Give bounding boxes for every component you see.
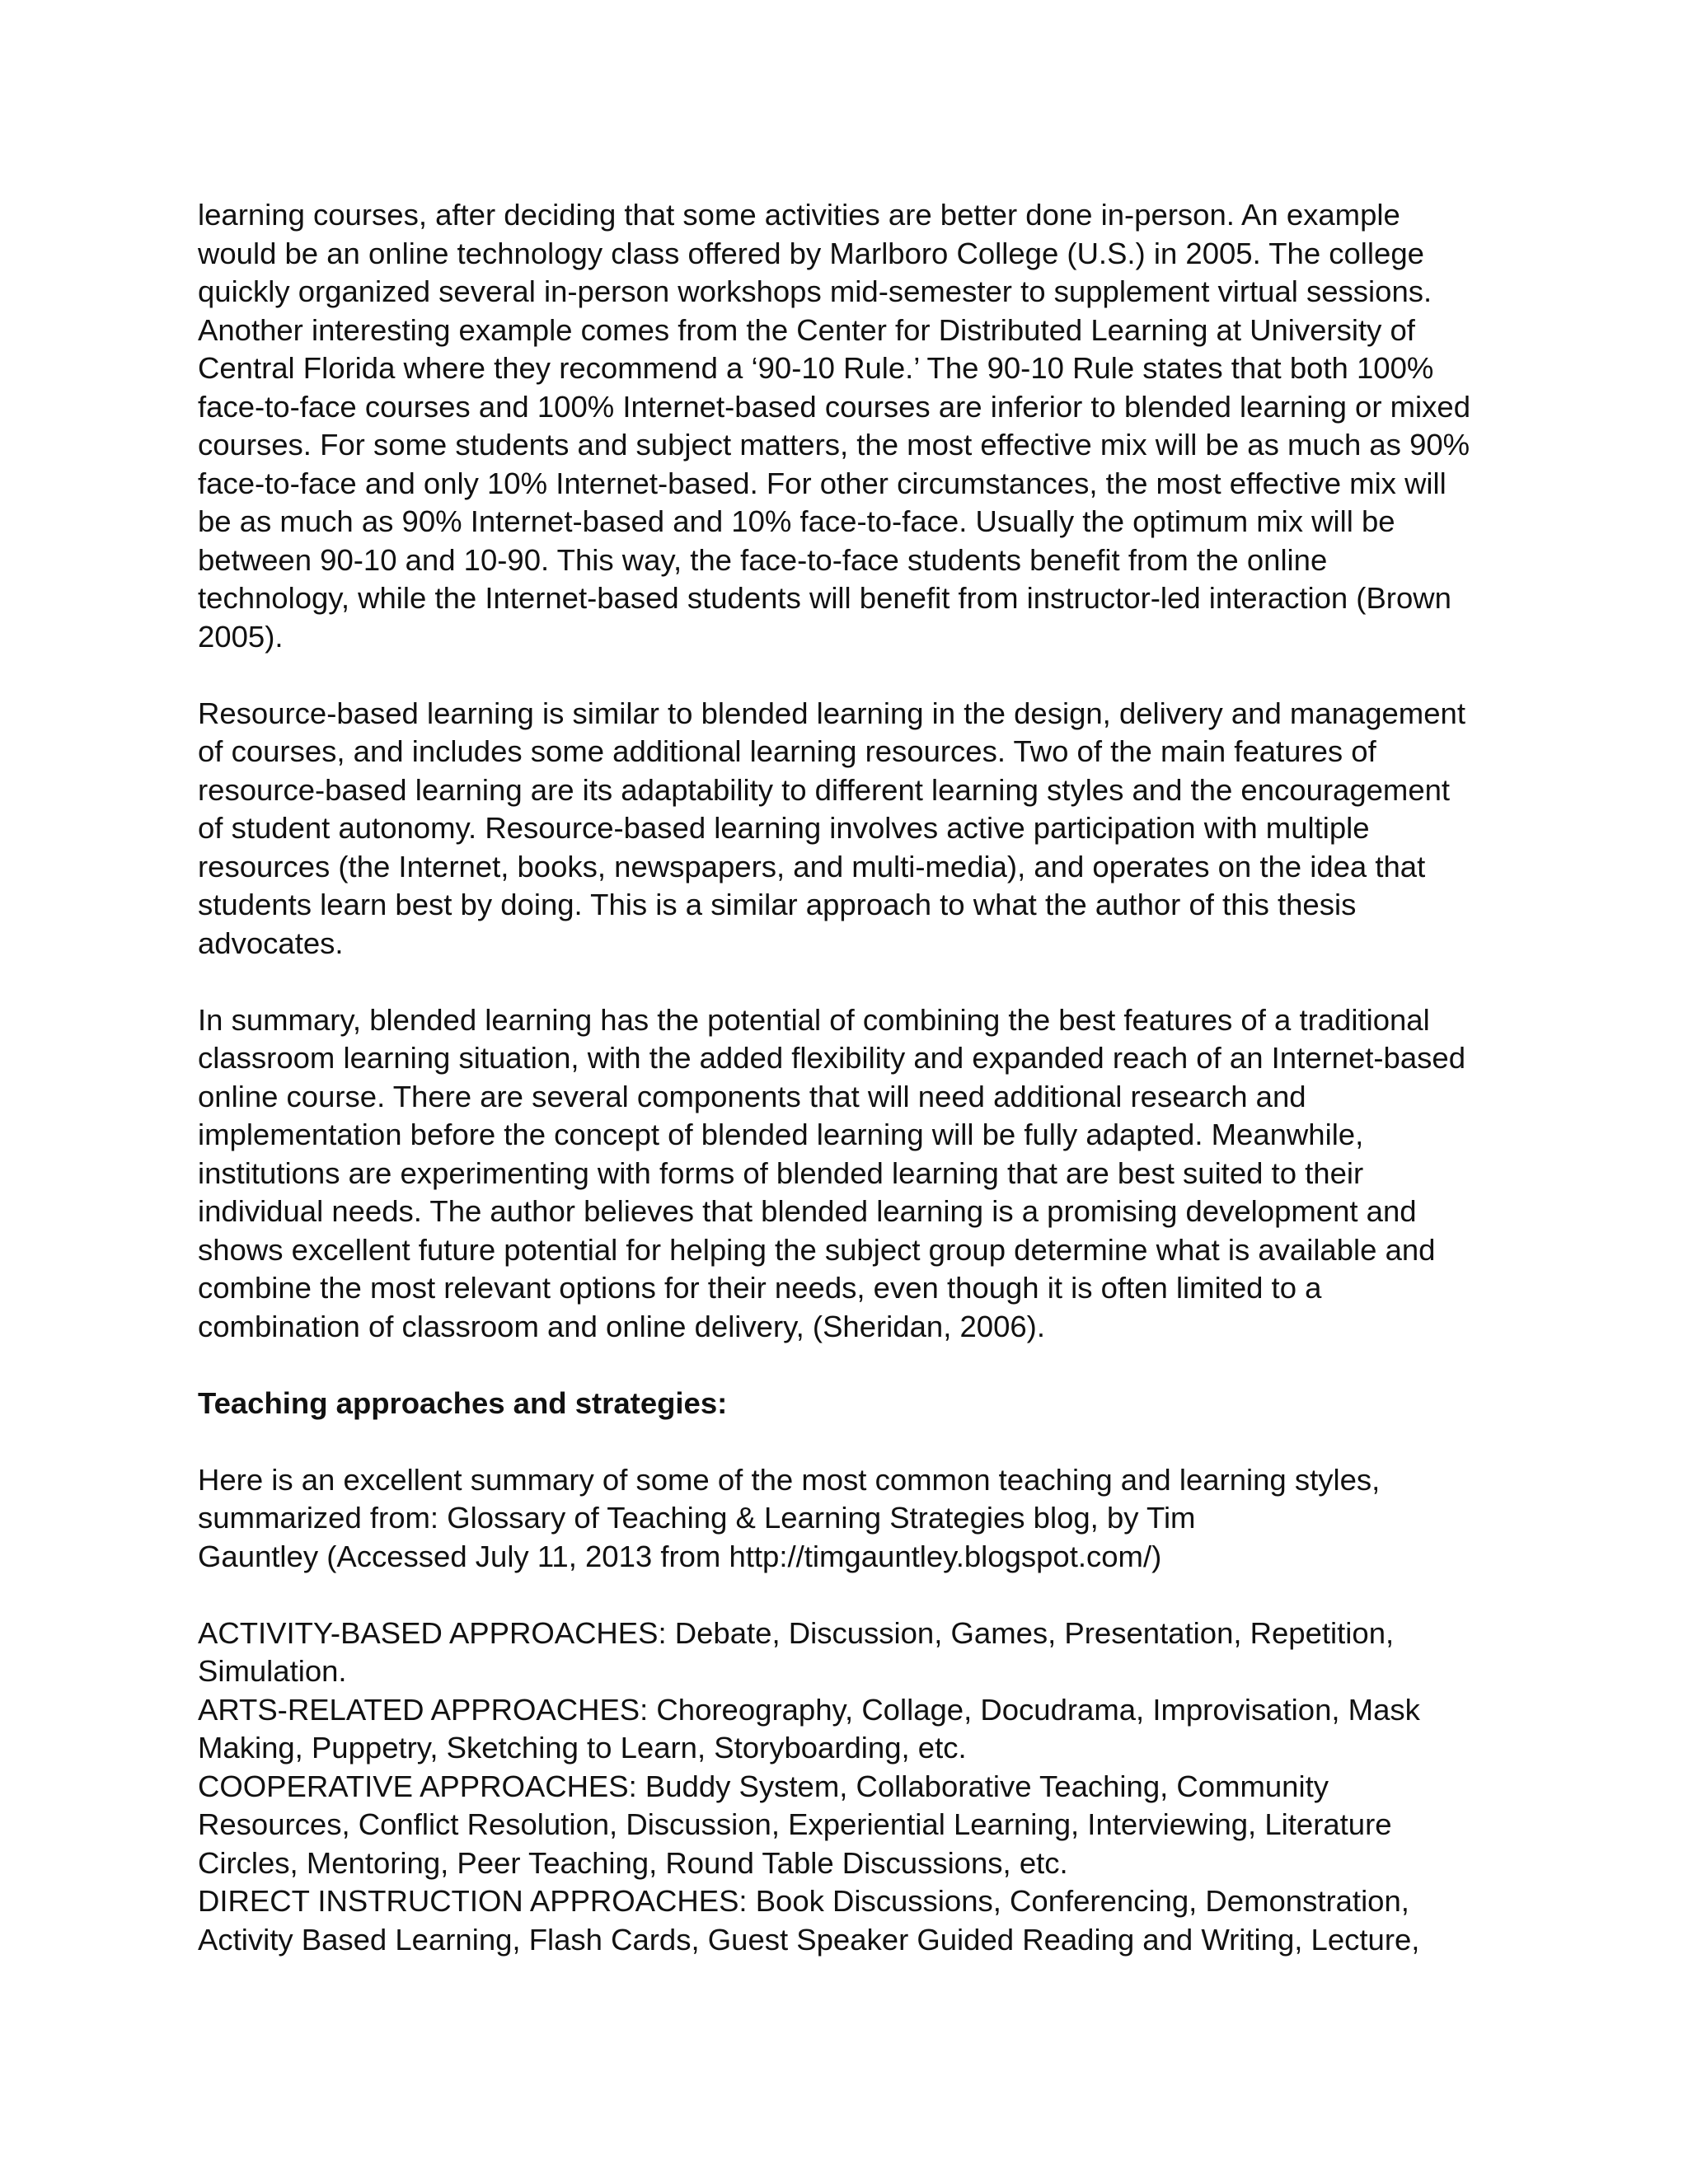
text-line: courses. For some students and subject matters, the most effective mix will be as much as 90% bbox=[198, 428, 1470, 462]
text-line: between 90-10 and 10-90. This way, the face-to-face students benefit from the online bbox=[198, 542, 1328, 577]
approach-line: ARTS-RELATED APPROACHES: Choreography, Collage, Docudrama, Improvisation, Mask bbox=[198, 1692, 1420, 1727]
text-line: In summary, blended learning has the potential of combining the best features of a traditional bbox=[198, 1002, 1430, 1037]
approach-line: Resources, Conflict Resolution, Discussion, Experiential Learning, Interviewing, Literature bbox=[198, 1807, 1392, 1841]
approach-line: COOPERATIVE APPROACHES: Buddy System, Collaborative Teaching, Community bbox=[198, 1769, 1329, 1803]
text-line: Central Florida where they recommend a ‘90-10 Rule.’ The 90-10 Rule states that both 100% bbox=[198, 351, 1434, 385]
text-line: combine the most relevant options for their needs, even though it is often limited to a bbox=[198, 1271, 1322, 1305]
text-line: learning courses, after deciding that some activities are better done in-person. An example bbox=[198, 198, 1400, 232]
text-line: shows excellent future potential for helping the subject group determine what is available and bbox=[198, 1232, 1436, 1267]
text-line: Gauntley (Accessed July 11, 2013 from http://timgauntley.blogspot.com/) bbox=[198, 1539, 1162, 1573]
text-line: would be an online technology class offered by Marlboro College (U.S.) in 2005. The college bbox=[198, 236, 1424, 270]
paragraph-resource-based-learning bbox=[198, 695, 1517, 963]
text-line: face-to-face courses and 100% Internet-based courses are inferior to blended learning or mixed bbox=[198, 389, 1471, 424]
text-line: technology, while the Internet-based students will benefit from instructor-led interaction (Brown bbox=[198, 581, 1451, 615]
text-line: individual needs. The author believes that blended learning is a promising development and bbox=[198, 1194, 1417, 1228]
text-line: Another interesting example comes from the Center for Distributed Learning at University of bbox=[198, 312, 1415, 347]
text-line: students learn best by doing. This is a similar approach to what the author of this thesis bbox=[198, 888, 1357, 921]
page-content bbox=[198, 196, 1517, 1959]
text-line: implementation before the concept of blended learning will be fully adapted. Meanwhile, bbox=[198, 1118, 1364, 1151]
text-line: Here is an excellent summary of some of the most common teaching and learning styles, bbox=[198, 1462, 1381, 1497]
paragraph-strategies-source bbox=[198, 1461, 1517, 1577]
text-line: Resource-based learning is similar to blended learning in the design, delivery and management bbox=[198, 696, 1465, 730]
approach-line: DIRECT INSTRUCTION APPROACHES: Book Discussions, Conferencing, Demonstration, bbox=[198, 1884, 1409, 1918]
text-line: face-to-face and only 10% Internet-based. For other circumstances, the most effective mix will bbox=[198, 466, 1447, 500]
text-line: 2005). bbox=[198, 619, 284, 654]
text-line: combination of classroom and online delivery, (Sheridan, 2006). bbox=[198, 1309, 1045, 1343]
text-line: resource-based learning are its adaptability to different learning styles and the encouragement bbox=[198, 772, 1451, 807]
approach-line: Activity Based Learning, Flash Cards, Guest Speaker Guided Reading and Writing, Lecture, bbox=[198, 1922, 1420, 1957]
text-line: quickly organized several in-person workshops mid-semester to supplement virtual sessions. bbox=[198, 274, 1432, 308]
paragraph-blended-learning-examples bbox=[198, 196, 1517, 656]
text-line: of student autonomy. Resource-based learning involves active participation with multiple bbox=[198, 811, 1370, 845]
text-line: be as much as 90% Internet-based and 10% face-to-face. Usually the optimum mix will be bbox=[198, 504, 1395, 538]
approach-line: ACTIVITY-BASED APPROACHES: Debate, Discussion, Games, Presentation, Repetition, bbox=[198, 1615, 1395, 1650]
text-line: resources (the Internet, books, newspapers, and multi-media), and operates on the idea that bbox=[198, 849, 1426, 883]
text-line: institutions are experimenting with forms of blended learning that are best suited to their bbox=[198, 1155, 1364, 1190]
text-line: advocates. bbox=[198, 926, 344, 960]
text-line: of courses, and includes some additional learning resources. Two of the main features of bbox=[198, 734, 1376, 768]
section-heading: Teaching approaches and strategies: bbox=[198, 1385, 728, 1420]
text-line: summarized from: Glossary of Teaching & Learning Strategies blog, by Tim bbox=[198, 1501, 1196, 1535]
approach-line: Simulation. bbox=[198, 1654, 347, 1688]
text-line: online course. There are several components that will need additional research and bbox=[198, 1079, 1306, 1113]
paragraph-summary-blended-learning bbox=[198, 1001, 1517, 1347]
approach-line: Making, Puppetry, Sketching to Learn, Storyboarding, etc. bbox=[198, 1731, 967, 1765]
approach-line: Circles, Mentoring, Peer Teaching, Round Table Discussions, etc. bbox=[198, 1845, 1068, 1880]
approaches-list bbox=[198, 1615, 1517, 1960]
text-line: classroom learning situation, with the added flexibility and expanded reach of an Internet-based bbox=[198, 1041, 1466, 1075]
